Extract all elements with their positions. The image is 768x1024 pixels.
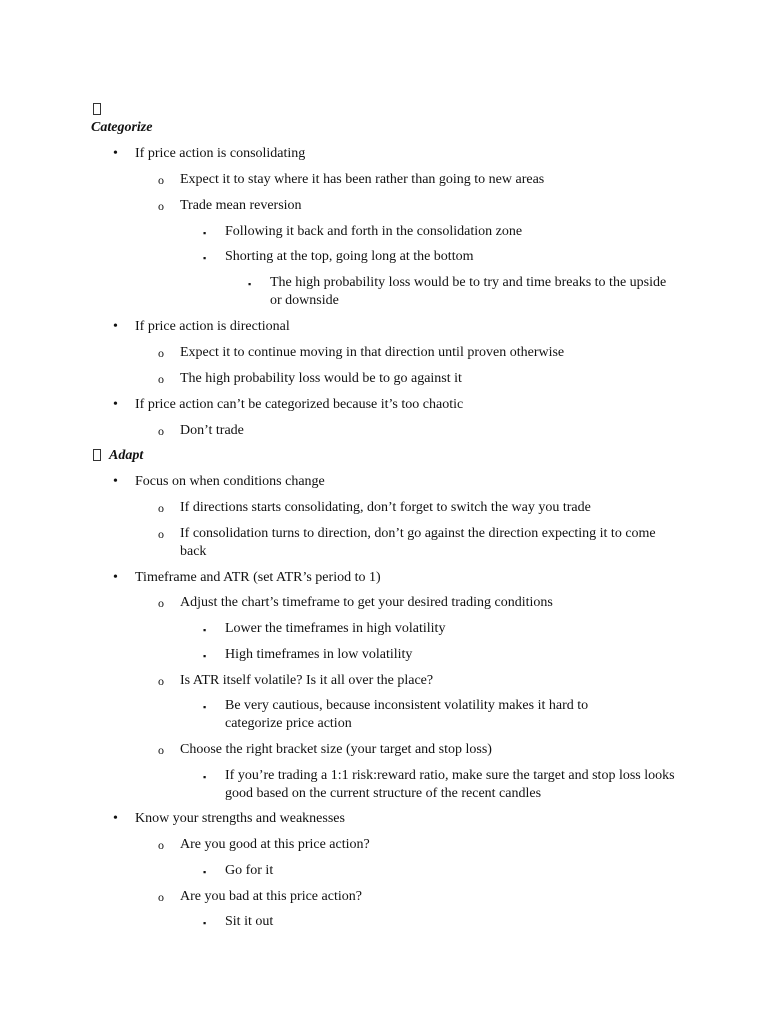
list-item: ▪ The high probability loss would be to try and time breaks to the upside or downside [248, 275, 667, 308]
document-page: Categorize • If price action is consolidating o Expect it to stay where it has been rather than going to new areas o Trade mean reversion ▪ Following it back and forth in the consolidation zone ▪ Shorting at the top, going long at the bottom ▪ The high probability loss would be to try and time breaks to the upside or downside • If price action is directional o Expect it to continue moving in that direction until proven otherwise o The high probability loss would be to go against it • If price action can’t be categorized because it’s too chaotic o Don’t trade Adapt • Focus on when conditions change o If directions starts consolidating, don’t forget to switch the way you trade o If consolidation turns to direction, don’t go against the direction expecting it to come back • Timeframe and ATR (set ATR’s period to 1) o Adjust the chart’s timeframe to get your desired trading conditions ▪ Lower the timeframes in high volatility ▪ High timeframes in low volatility o Is ATR itself volatile? Is it all over the place? ▪ Be very cautious, because inconsistent volatility makes it hard to categorize price action o Choose the right bracket size (your target and stop loss) ▪ If you’re trading a 1:1 risk:reward ratio, make sure the target and stop loss looks good based on the current structure of the recent candles • Know your strengths and weaknesses o Are you good at this price action? ▪ Go for it o Are you bad at this price action? ▪ Sit it out [0, 0, 768, 1024]
section-heading-adapt: Adapt [109, 448, 144, 463]
list-item: ▪ If you’re trading a 1:1 risk:reward ratio, make sure the target and stop loss looks good based on the current structure of the recent candles [203, 768, 675, 801]
section-heading-categorize: Categorize [91, 120, 153, 135]
list-item: o If consolidation turns to direction, don’t go against the direction expecting it to come back [158, 526, 656, 559]
checkbox-icon [93, 103, 101, 115]
checkbox-icon [93, 449, 101, 461]
list-item: ▪ Be very cautious, because inconsistent volatility makes it hard to categorize price action [203, 698, 589, 731]
